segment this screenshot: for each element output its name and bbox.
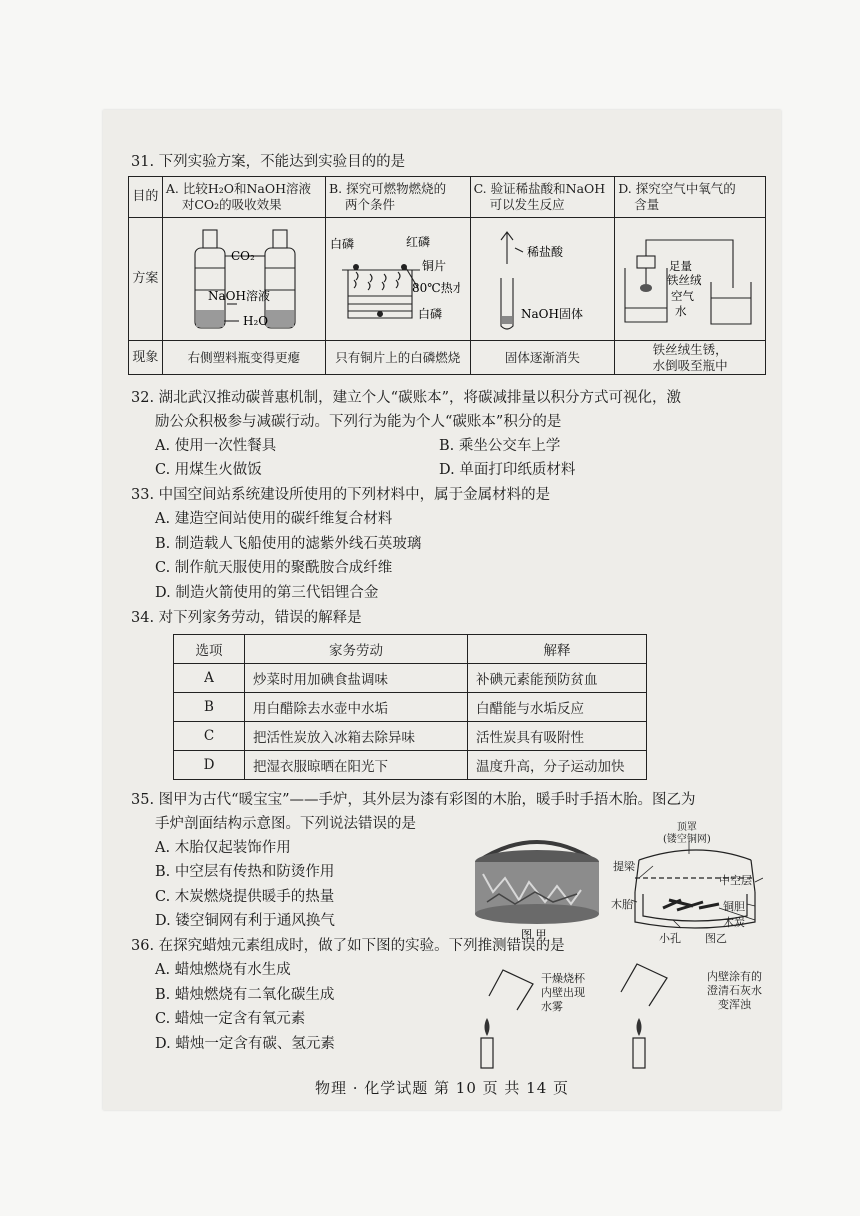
- q35-option-c: C. 木炭燃烧提供暖手的热量: [155, 889, 335, 905]
- q34-header-chore: 家务劳动: [245, 635, 468, 664]
- q32-option-a: A. 使用一次性餐具: [155, 438, 277, 454]
- q33-stem: 33. 中国空间站系统建设所使用的下列材料中，属于金属材料的是: [131, 487, 551, 503]
- charcoal-pieces: [663, 900, 719, 910]
- q31-plan-a: [162, 218, 325, 341]
- phosphorus-diagram: [326, 218, 460, 336]
- fig-b-caption: 图乙: [705, 932, 727, 945]
- label-copper-sheet: 铜片: [421, 259, 446, 273]
- label-enough: 足量: [669, 259, 693, 273]
- q34-row-a-label: A: [174, 664, 245, 693]
- q31-purpose-c: C. 验证稀盐酸和NaOH 可以发生反应: [470, 177, 615, 218]
- q31-stem: 31. 下列实验方案，不能达到实验目的的是: [131, 154, 406, 170]
- q36-option-a: A. 蜡烛燃烧有水生成: [155, 962, 291, 978]
- candle-right: [633, 1038, 645, 1068]
- hand-warmer-photo: [475, 842, 599, 924]
- label-small-hole: 小孔: [659, 932, 681, 945]
- q34-row-c-label: C: [174, 722, 245, 751]
- q35-option-d: D. 镂空铜网有利于通风换气: [155, 913, 335, 929]
- label-h2o: H₂O: [242, 314, 268, 328]
- flame-right-icon: [637, 1018, 642, 1036]
- label-top-cover: 顶罩: [676, 822, 697, 833]
- q34-stem: 34. 对下列家务劳动，错误的解释是: [131, 610, 362, 626]
- q36-option-c: C. 蜡烛一定含有氧元素: [155, 1011, 306, 1027]
- q34-row-d-label: D: [174, 751, 245, 780]
- q32-stem-line1: 32. 湖北武汉推动碳普惠机制，建立个人“碳账本”，将碳减排量以积分方式可视化，激: [131, 390, 681, 406]
- q31-purpose-d: D. 探究空气中氧气的 含量: [615, 177, 766, 218]
- label-air: 空气: [671, 289, 695, 303]
- label-dilute-hcl: 稀盐酸: [526, 245, 563, 259]
- q31-purpose-b: B. 探究可燃物燃烧的 两个条件: [325, 177, 470, 218]
- q32-option-d: D. 单面打印纸质材料: [439, 462, 576, 478]
- q33-option-a: A. 建造空间站使用的碳纤维复合材料: [155, 511, 393, 527]
- q34-row-b-explanation: 白醋能与水垢反应: [468, 693, 647, 722]
- q31-plan-b: [325, 218, 470, 341]
- q35-stem-line1: 35. 图甲为古代“暖宝宝”——手炉，其外层为漆有彩图的木胎，暖手时手捂木胎。图乙为: [131, 792, 696, 808]
- dry-beaker-left: [489, 970, 533, 1010]
- row-label-plan: 方案: [129, 218, 163, 341]
- page-footer: 物理 · 化学试题 第 10 页 共 14 页: [314, 1079, 570, 1097]
- q34-header-explanation: 解释: [468, 635, 647, 664]
- label-wood-body: 木胎: [611, 898, 633, 911]
- q32-option-b: B. 乘坐公交车上学: [439, 438, 561, 454]
- q34-row-c-explanation: 活性炭具有吸附性: [468, 722, 647, 751]
- label-hot-water: 80℃热水: [411, 281, 460, 295]
- q34-row-a-chore: 炒菜时用加碘食盐调味: [245, 664, 468, 693]
- left-beaker-note: 干燥烧杯 内壁出现 水雾: [541, 972, 585, 1013]
- q32-stem-line2: 励公众积极参与减碳行动。下列行为能为个人“碳账本”积分的是: [155, 414, 562, 430]
- q33-option-c: C. 制作航天服使用的聚酰胺合成纤维: [155, 560, 393, 576]
- label-naoh-solution: NaOH溶液: [207, 289, 270, 303]
- q36-stem: 36. 在探究蜡烛元素组成时，做了如下图的实验。下列推测错误的是: [131, 938, 565, 954]
- q34-row-d-explanation: 温度升高，分子运动加快: [468, 751, 647, 780]
- label-white-phosphorus: 白磷: [329, 237, 354, 251]
- q34-header-option: 选项: [174, 635, 245, 664]
- q34-row-b-chore: 用白醋除去水壶中水垢: [245, 693, 468, 722]
- acid-dropper-diagram: [471, 218, 605, 336]
- label-steel-wool: 铁丝绒: [667, 273, 702, 287]
- right-beaker-note: 内壁涂有的 澄清石灰水 变浑浊: [707, 970, 762, 1011]
- fig-a-caption: 图 甲: [521, 928, 547, 941]
- exam-page: [103, 110, 781, 1110]
- q34-row-c-chore: 把活性炭放入冰箱去除异味: [245, 722, 468, 751]
- bottles-diagram: [163, 218, 315, 336]
- q36-option-b: B. 蜡烛燃烧有二氧化碳生成: [155, 987, 335, 1003]
- q33-option-d: D. 制造火箭使用的第三代铝锂合金: [155, 585, 379, 601]
- label-white-phosphorus-2: 白磷: [417, 307, 442, 321]
- q31-table: [128, 176, 766, 375]
- q31-phenomenon-c: 固体逐渐消失: [470, 341, 615, 375]
- label-handle: 提梁: [613, 860, 635, 873]
- row-label-phenomenon: 现象: [129, 341, 163, 375]
- q36-option-d: D. 蜡烛一定含有碳、氢元素: [155, 1036, 335, 1052]
- q31-plan-c: [470, 218, 615, 341]
- hand-warmer-figure: [463, 822, 763, 942]
- q31-phenomenon-d: 铁丝绒生锈， 水倒吸至瓶中: [615, 341, 766, 375]
- q34-row-d-chore: 把湿衣服晾晒在阳光下: [245, 751, 468, 780]
- q34-row-a-explanation: 补碘元素能预防贫血: [468, 664, 647, 693]
- label-top-cover-group: [663, 822, 711, 846]
- row-label-purpose: 目的: [129, 177, 163, 218]
- label-copper-liner: 铜胆: [723, 900, 745, 913]
- q33-option-b: B. 制造载人飞船使用的滤紫外线石英玻璃: [155, 536, 422, 552]
- label-copper-mesh: (镂空铜网): [663, 834, 711, 845]
- candle-left: [481, 1038, 493, 1068]
- limewater-beaker-right: [621, 964, 667, 1006]
- q34-table: [173, 634, 647, 780]
- flame-left-icon: [485, 1018, 490, 1036]
- label-water: 水: [675, 304, 687, 318]
- q35-option-a: A. 木胎仅起装饰作用: [155, 840, 291, 856]
- q35-option-b: B. 中空层有传热和防烫作用: [155, 864, 335, 880]
- label-hollow-layer: 中空层: [719, 874, 752, 887]
- q31-phenomenon-a: 右侧塑料瓶变得更瘪: [162, 341, 325, 375]
- q35-stem-line2: 手炉剖面结构示意图。下列说法错误的是: [155, 816, 416, 832]
- q31-phenomenon-b: 只有铜片上的白磷燃烧: [325, 341, 470, 375]
- q31-purpose-a: A. 比较H₂O和NaOH溶液 对CO₂的吸收效果: [162, 177, 325, 218]
- label-co2: CO₂: [230, 249, 255, 263]
- q34-row-b-label: B: [174, 693, 245, 722]
- oxygen-content-diagram: [615, 218, 755, 336]
- label-naoh-solid: NaOH固体: [520, 307, 583, 321]
- label-red-phosphorus: 红磷: [405, 235, 430, 249]
- q32-option-c: C. 用煤生火做饭: [155, 462, 262, 478]
- q31-plan-d: [615, 218, 766, 341]
- label-charcoal: 木炭: [723, 916, 745, 929]
